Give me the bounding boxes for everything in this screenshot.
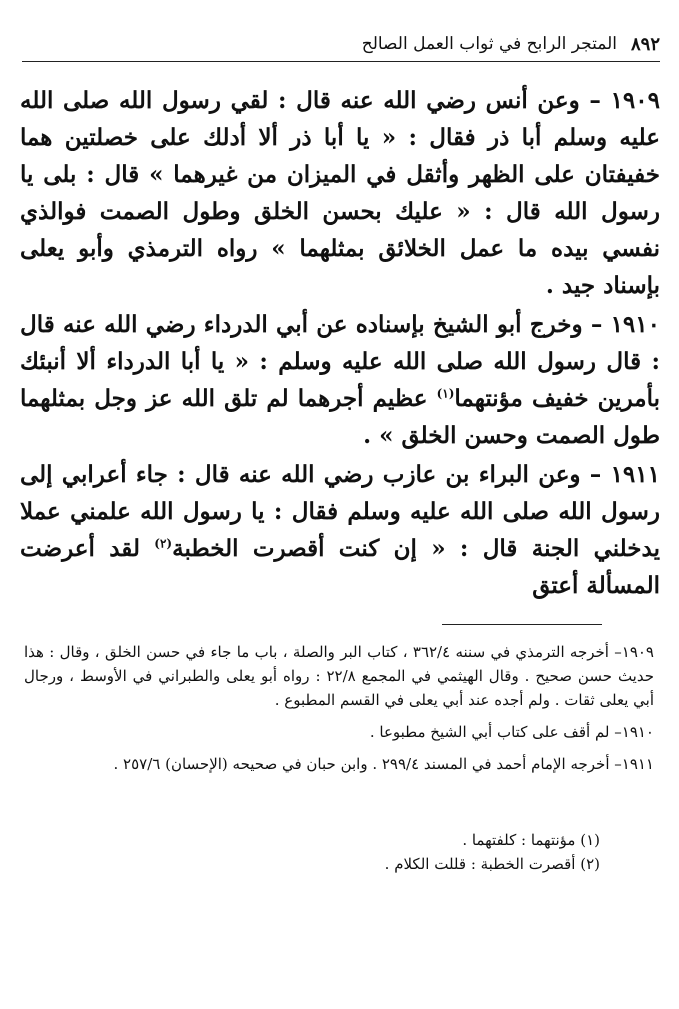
word-glosses — [190, 828, 600, 876]
hadith-text: – وعن أنس رضي الله عنه قال : لقي رسول الله صلى الله عليه وسلم أبا ذر فقال : « يا أبا ذر ألا أدلك على خصلتين هما خفيفتان على الظهر وأثقل في الميزان من غيرهما » قال : بلى يا رسول الله قال : « عليك بحسن الخلق وطول الصمت فوالذي نفسي بيده ما عمل الخلائق بمثلهما » رواه الترمذي وأبو يعلى بإسناد جيد . — [20, 87, 660, 299]
running-title: المتجر الرابح في ثواب العمل الصالح — [361, 34, 617, 54]
main-text — [20, 82, 660, 606]
footnote-marker: (١) — [436, 386, 455, 401]
source-notes — [24, 640, 654, 784]
hadith-number: ١٩١١ — [610, 461, 660, 488]
hadith-text-continued: عظيم أجرهما لم تلق الله عز وجل بمثلهما طول الصمت وحسن الخلق » . — [20, 385, 660, 449]
hadith-1909 — [20, 82, 660, 304]
footnote-separator — [442, 624, 602, 625]
hadith-1910 — [20, 306, 660, 454]
header-rule — [22, 61, 660, 62]
source-note-1911: ١٩١١– أخرجه الإمام أحمد في المسند ٢٩٩/٤ . وابن حبان في صحيحه (الإحسان) ٢٥٧/٦ . — [113, 755, 654, 773]
gloss-2: (٢) أقصرت الخطبة : قللت الكلام . — [384, 855, 600, 873]
page-number: ٨٩٢ — [630, 33, 660, 55]
page-header — [360, 30, 660, 58]
hadith-text: – وعن البراء بن عازب رضي الله عنه قال : جاء أعرابي إلى رسول الله صلى الله عليه وسلم فقال : يا رسول الله علمني عملا يدخلني الجنة قال : « إن كنت أقصرت الخطبة — [20, 461, 660, 562]
footnote-marker: (٢) — [154, 536, 173, 551]
source-note-1910: ١٩١٠– لم أقف على كتاب أبي الشيخ مطبوعا . — [369, 723, 654, 741]
hadith-number: ١٩٠٩ — [610, 87, 660, 114]
source-note-1909: ١٩٠٩– أخرجه الترمذي في سننه ٣٦٢/٤ ، كتاب البر والصلة ، باب ما جاء في حسن الخلق ، وقال : هذا حديث حسن صحيح . وقال الهيثمي في المجمع ٢٢/٨ : رواه أبو يعلى والطبراني في الأوسط ، ورجال أبي يعلى ثقات . ولم أجده عند أبي يعلى في القسم المطبوع . — [24, 643, 654, 709]
hadith-1911 — [20, 456, 660, 604]
hadith-number: ١٩١٠ — [610, 311, 660, 338]
gloss-1: (١) مؤنتهما : كلفتهما . — [462, 831, 600, 849]
hadith-text-continued: لقد أعرضت المسألة أعتق — [20, 535, 660, 599]
hadith-text: – وخرج أبو الشيخ بإسناده عن أبي الدرداء رضي الله عنه قال : قال رسول الله صلى الله عليه وسلم : « يا أبا الدرداء ألا أنبئك بأمرين خفيف مؤنتهما — [20, 311, 660, 412]
